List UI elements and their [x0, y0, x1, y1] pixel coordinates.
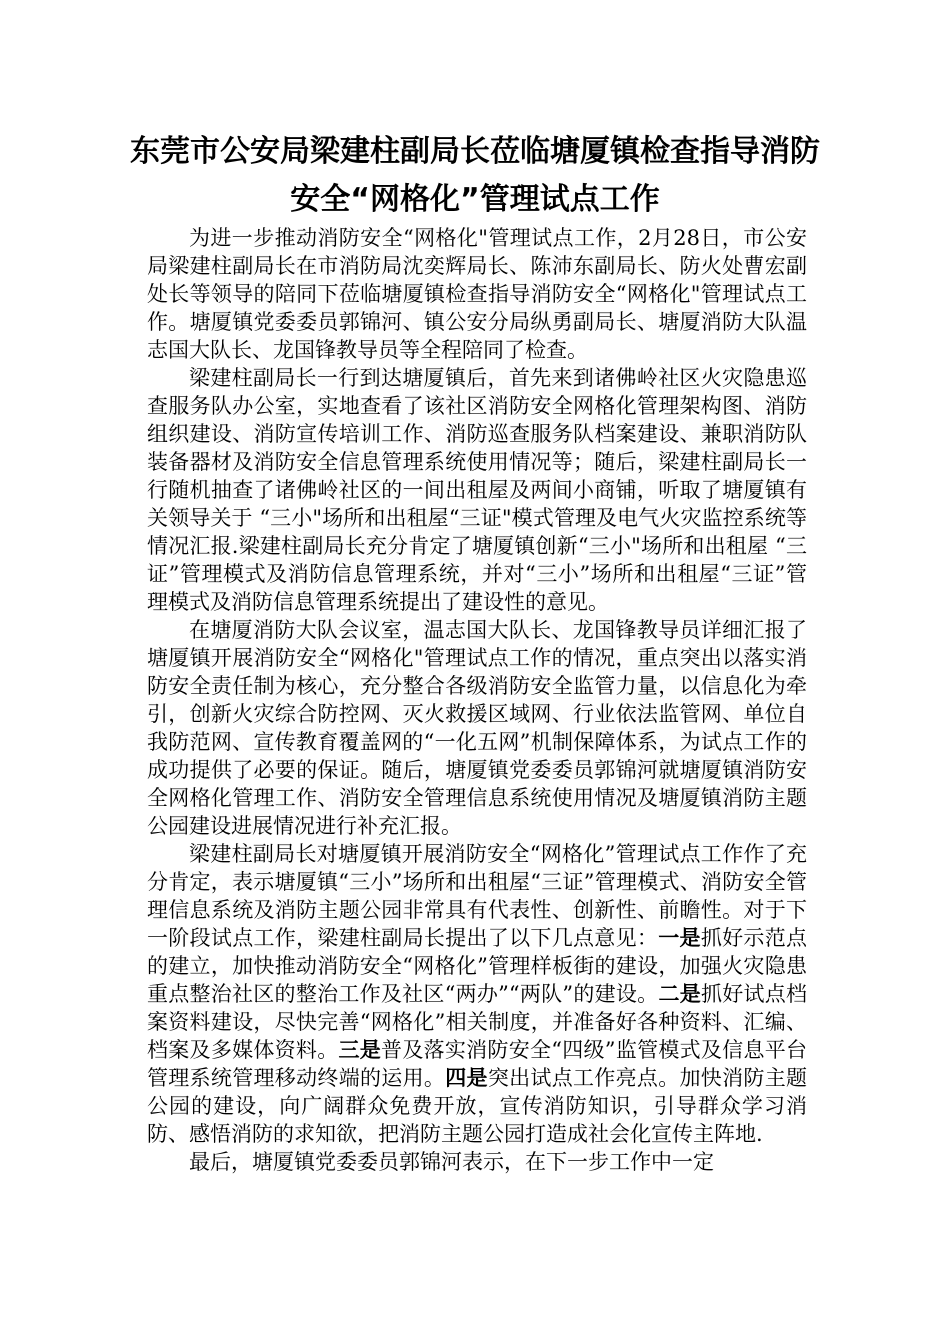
point-3-label: 三是 — [338, 1038, 382, 1062]
point-3-text: 普及落实消防安全“四级”监管模式及信息平台管理系统管理移动终端的运用。 — [147, 1038, 808, 1090]
point-4-text: 突出试点工作亮点。加快消防主题公园的建设，向广阔群众免费开放，宣传消防知识，引导群众学习消防、感悟消防的求知欲，把消防主题公园打造成社会化宣传主阵地. — [147, 1066, 808, 1146]
paragraph-4 — [147, 840, 807, 1148]
paragraph-2: 梁建柱副局长一行到达塘厦镇后，首先来到诸佛岭社区火灾隐患巡查服务队办公室，实地查看了该社区消防安全网格化管理架构图、消防组织建设、消防宣传培训工作、消防巡查服务队档案建设、兼职消防队装备器材及消防安全信息管理系统使用情况等；随后，梁建柱副局长一行随机抽查了诸佛岭社区的一间出租屋及两间小商铺，听取了塘厦镇有关领导关于 “三小"场所和出租屋“三证"模式管理及电气火灾监控系统等情况汇报.梁建柱副局长充分肯定了塘厦镇创新“三小"场所和出租屋 “三证”管理模式及消防信息管理系统，并对“三小”场所和出租屋“三证”管理模式及消防信息管理系统提出了建设性的意见。 — [147, 366, 807, 614]
point-2-label: 二是 — [658, 982, 701, 1006]
paragraph-4-intro: 梁建柱副局长对塘厦镇开展消防安全“网格化”管理试点工作作了充分肯定，表示塘厦镇“三小”场所和出租屋“三证”管理模式、消防安全管理信息系统及消防主题公园非常具有代表性、创新性、前瞻性。对于下一阶段试点工作，梁建柱副局长提出了以下几点意见： — [147, 842, 807, 950]
document-title-line-1: 东莞市公安局梁建柱副局长莅临塘厦镇检查指导消防 — [130, 134, 820, 169]
paragraph-3: 在塘厦消防大队会议室，温志国大队长、龙国锋教导员详细汇报了塘厦镇开展消防安全“网格化"管理试点工作的情况，重点突出以落实消防安全责任制为核心，充分整合各级消防安全监管力量，以信息化为牵引，创新火灾综合防控网、灭火救援区域网、行业依法监管网、单位自我防范网、宣传教育覆盖网的“一化五网”机制保障体系，为试点工作的成功提供了必要的保证。随后，塘厦镇党委委员郭锦河就塘厦镇消防安全网格化管理工作、消防安全管理信息系统使用情况及塘厦镇消防主题公园建设进展情况进行补充汇报。 — [147, 618, 807, 838]
point-2-text: 抓好试点档案资料建设，尽快完善“网格化”相关制度，并准备好各种资料、汇编、档案及多媒体资料。 — [147, 982, 808, 1062]
point-1-label: 一是 — [658, 926, 701, 950]
document-title-line-2: 安全“网格化”管理试点工作 — [290, 182, 660, 217]
paragraph-5: 最后，塘厦镇党委委员郭锦河表示，在下一步工作中一定 — [189, 1150, 714, 1174]
document-body — [147, 224, 807, 1176]
point-4-label: 四是 — [445, 1066, 488, 1090]
point-1-text: 抓好示范点的建立，加快推动消防安全“网格化”管理样板街的建设，加强火灾隐患重点整治社区的整治工作及社区“两办”“两队”的建设。 — [147, 926, 808, 1006]
paragraph-1: 为进一步推动消防安全“网格化"管理试点工作，2月28日，市公安局梁建柱副局长在市消防局沈奕辉局长、陈沛东副局长、防火处曹宏副处长等领导的陪同下莅临塘厦镇检查指导消防安全“网格化"管理试点工作。塘厦镇党委委员郭锦河、镇公安分局纵勇副局长、塘厦消防大队温志国大队长、龙国锋教导员等全程陪同了检查。 — [147, 226, 807, 362]
